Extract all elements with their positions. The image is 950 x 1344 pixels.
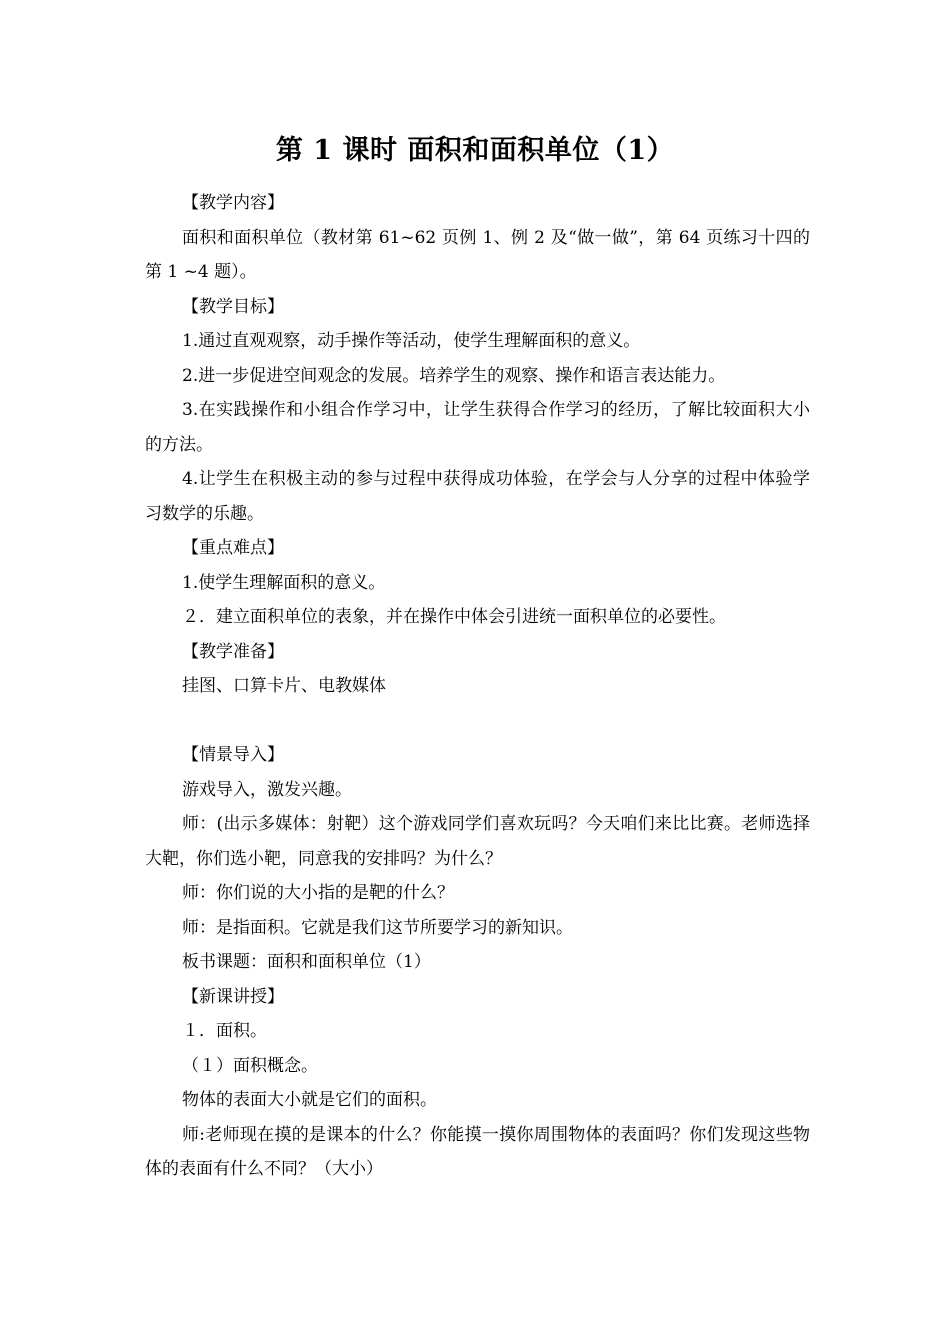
key-point-2: ２．建立面积单位的表象，并在操作中体会引进统一面积单位的必要性。 [182, 607, 726, 627]
section-heading-new-lesson: 【新课讲授】 [182, 986, 284, 1007]
teacher-line-1: 师：(出示多媒体：射靶）这个游戏同学们喜欢玩吗？今天咱们来比比赛。老师选择大靶，你们选小靶，同意我的安排吗？为什么？ [145, 814, 810, 869]
objective-1: 1.通过直观观察，动手操作等活动，使学生理解面积的意义。 [182, 331, 641, 351]
subsection-area: １．面积。 [182, 1021, 267, 1041]
lesson-title: 第 1 课时 面积和面积单位（1） [275, 135, 675, 166]
section-heading-key-points: 【重点难点】 [182, 538, 284, 558]
objective-4: 4.让学生在积极主动的参与过程中获得成功体验，在学会与人分享的过程中体验学习数学的乐趣。 [145, 469, 810, 524]
teacher-line-4: 师:老师现在摸的是课本的什么？你能摸一摸你周围物体的表面吗？你们发现这些物体的表面有什么不同？（大小） [145, 1124, 810, 1179]
content-paragraph: 面积和面积单位（教材第 61~62 页例 1、例 2 及“做一做”，第 64 页练习十四的第 1 ~4 题）。 [145, 227, 810, 282]
board-title: 板书课题：面积和面积单位（1） [182, 952, 431, 972]
teacher-line-3: 师：是指面积。它就是我们这节所要学习的新知识。 [182, 917, 573, 938]
teacher-line-2: 师：你们说的大小指的是靶的什么？ [182, 883, 454, 903]
objective-2: 2.进一步促进空间观念的发展。培养学生的观察、操作和语言表达能力。 [182, 365, 726, 386]
key-point-1: 1.使学生理解面积的意义。 [182, 572, 386, 593]
lesson-body [145, 186, 810, 1187]
section-heading-preparation: 【教学准备】 [182, 641, 284, 662]
section-heading-objectives: 【教学目标】 [182, 296, 284, 317]
section-heading-introduction: 【情景导入】 [182, 745, 284, 765]
intro-text: 游戏导入，激发兴趣。 [182, 779, 352, 800]
blank-line [145, 704, 810, 739]
section-heading-content: 【教学内容】 [182, 193, 284, 213]
preparation-text: 挂图、口算卡片、电教媒体 [182, 676, 386, 696]
subsection-area-concept: （１）面积概念。 [182, 1055, 318, 1076]
area-definition: 物体的表面大小就是它们的面积。 [182, 1090, 437, 1110]
objective-3: 3.在实践操作和小组合作学习中，让学生获得合作学习的经历，了解比较面积大小的方法。 [145, 400, 810, 455]
